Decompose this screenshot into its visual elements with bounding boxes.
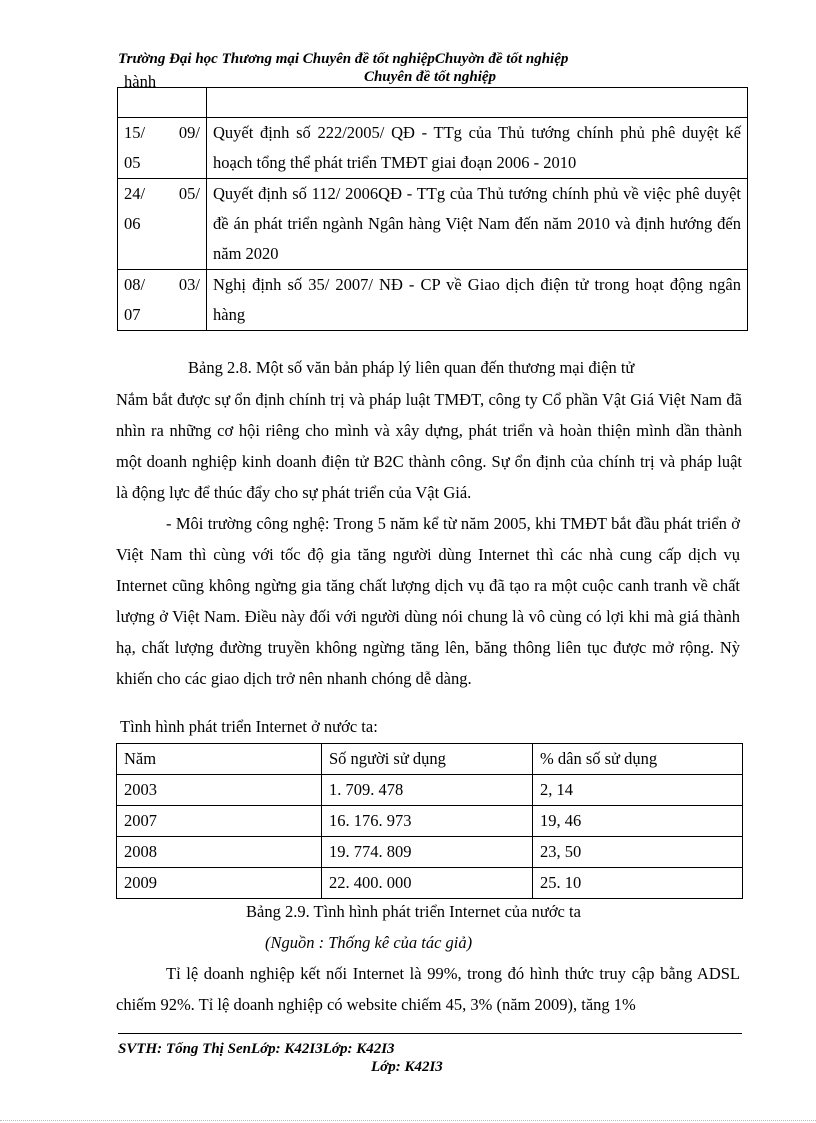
date-cell [118,118,207,179]
table-row [118,270,748,331]
year-cell: 2003 [117,775,322,806]
percent-cell: 19, 46 [533,806,743,837]
table-caption-2-9: Bảng 2.9. Tình hình phát triển Internet của nước ta [246,902,581,921]
date-year: 05 [124,153,141,172]
column-header: % dân số sử dụng [533,744,743,775]
year-cell: 2009 [117,868,322,899]
footer-divider [118,1033,742,1034]
date-month: 03/ [178,275,200,294]
paragraph-legal-stability: Nắm bắt được sự ổn định chính trị và pháp luật TMĐT, công ty Cổ phần Vật Giá Việt Nam đã nhìn ra những cơ hội riêng cho mình và xây dựng, phát triển và hoàn thiện mình dần thành một doanh nghiệp kinh doanh điện tử B2C thành công. Sự ổn định của chính trị và pháp luật là động lực để thúc đẩy cho sự phát triển của Vật Giá. [116,390,742,502]
date-year: 06 [124,214,141,233]
paragraph-enterprise-internet: Tỉ lệ doanh nghiệp kết nối Internet là 99%, trong đó hình thức truy cập bằng ADSL chiếm 92%. Tỉ lệ doanh nghiệp có website chiếm 45, 3% (năm 2009), tăng 1% [116,964,740,1014]
table-source-note: (Nguồn : Thống kê của tác giả) [265,933,473,952]
table-row [118,179,748,270]
date-month: 05/ [178,184,200,203]
table-row [118,88,748,118]
page-break-line [0,1120,816,1121]
date-day: 24/ [124,184,146,203]
table-caption-2-8: Bảng 2.8. Một số văn bản pháp lý liên quan đến thương mại điện tử [188,358,635,377]
table-row [117,775,743,806]
column-header: Số người sử dụng [322,744,533,775]
table-row [117,868,743,899]
date-cell [118,270,207,331]
date-day: 08/ [124,275,146,294]
page-header-subtitle: Chuyên đề tốt nghiệp [363,69,497,85]
document-text-cell: Nghị định số 35/ 2007/ NĐ - CP về Giao dịch điện tử trong hoạt động ngân hàng [207,270,748,331]
table-row [117,806,743,837]
date-cell [118,179,207,270]
users-cell: 22. 400. 000 [322,868,533,899]
column-header: Năm [117,744,322,775]
year-cell: 2007 [117,806,322,837]
page-footer-student: SVTH: Tống Thị SenLớp: K42I3Lớp: K42I3 [118,1041,395,1057]
year-cell: 2008 [117,837,322,868]
table-row [117,837,743,868]
internet-growth-table [116,743,743,899]
date-year: 07 [124,305,141,324]
paragraph-technology-environment: - Môi trường công nghệ: Trong 5 năm kể từ năm 2005, khi TMĐT bắt đầu phát triển ở Việt Nam thì cùng với tốc độ gia tăng người dùng Internet thì các nhà cung cấp dịch vụ Internet cũng không ngừng gia tăng chất lượng dịch vụ đã tạo ra một cuộc canh tranh về chất lượng ở Việt Nam. Điều này đối với người dùng nói chung là vô cùng có lợi khi mà giá thành hạ, chất lượng đường truyền không ngừng tăng lên, băng thông liên tục được mở rộng. Nỳ khiến cho các giao dịch trở nên nhanh chóng dễ dàng. [116,514,740,688]
percent-cell: 2, 14 [533,775,743,806]
page-footer-class: Lớp: K42I3 [371,1059,443,1075]
users-cell: 1. 709. 478 [322,775,533,806]
percent-cell: 25. 10 [533,868,743,899]
date-day: 15/ [124,123,146,142]
percent-cell: 23, 50 [533,837,743,868]
document-text-cell: Quyết định số 222/2005/ QĐ - TTg của Thủ tướng chính phủ phê duyệt kế hoạch tổng thể phát triển TMĐT giai đoạn 2006 - 2010 [207,118,748,179]
date-cell [118,72,207,118]
table-header-row [117,744,743,775]
table-intro-text: Tình hình phát triển Internet ở nước ta: [120,717,378,736]
users-cell: 16. 176. 973 [322,806,533,837]
date-year: hành [124,72,157,91]
users-cell: 19. 774. 809 [322,837,533,868]
date-month: 09/ [178,123,200,142]
page-header-title: Trường Đại học Thương mại Chuyên đề tốt nghiệpChuyờn đề tốt nghiệp [118,51,569,67]
document-text-cell [207,88,748,118]
table-row [118,118,748,179]
document-text-cell: Quyết định số 112/ 2006QĐ - TTg của Thủ tướng chính phủ về việc phê duyệt đề án phát triển ngành Ngân hàng Việt Nam đến năm 2010 và định hướng đến năm 2020 [207,179,748,270]
